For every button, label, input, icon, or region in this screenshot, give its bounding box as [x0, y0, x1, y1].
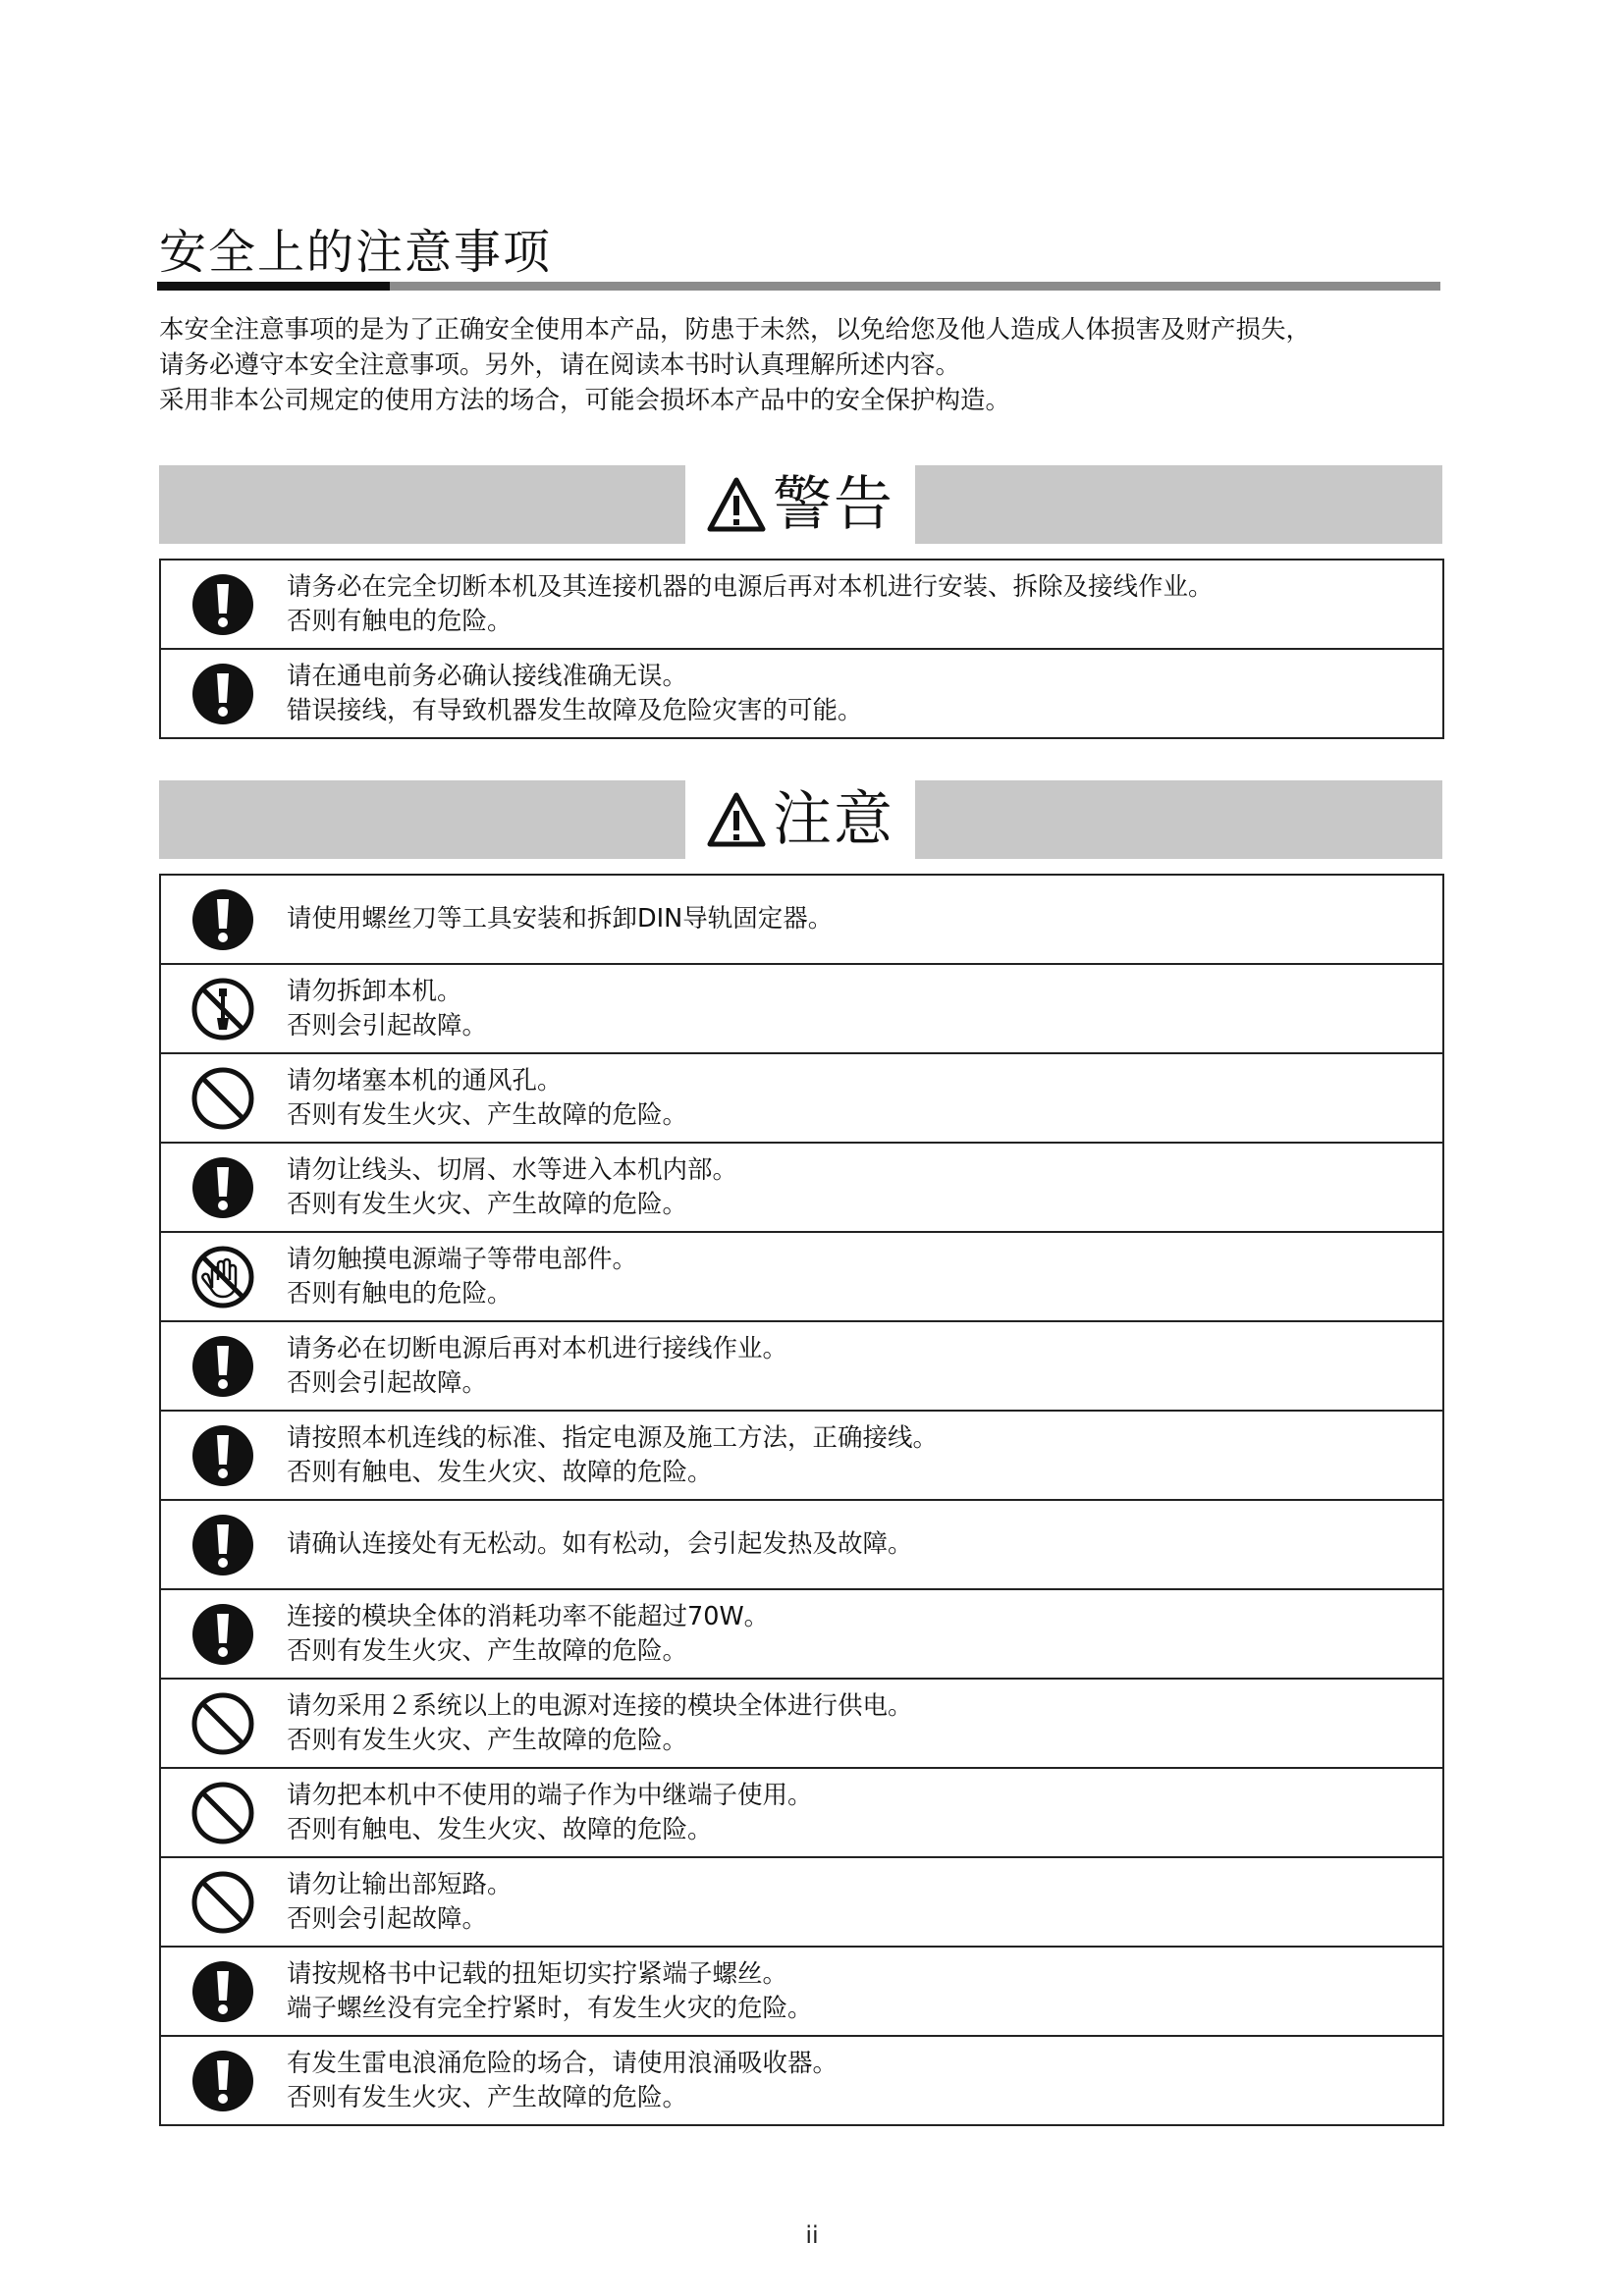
- safety-row: [161, 1410, 1442, 1499]
- safety-text-line: 否则有发生火灾、产生故障的危险。: [287, 1725, 688, 1755]
- safety-text: [287, 650, 1426, 737]
- safety-text: [287, 1144, 1426, 1231]
- safety-row: [161, 1142, 1442, 1231]
- safety-row: [161, 1767, 1442, 1856]
- mandatory-action-icon: [190, 1602, 255, 1667]
- caution-triangle-icon: [706, 791, 767, 848]
- prohibited-icon: [190, 1870, 255, 1935]
- safety-row: [161, 876, 1442, 963]
- mandatory-action-icon: [190, 1959, 255, 2024]
- safety-text-line: 否则有发生火灾、产生故障的危险。: [287, 1189, 688, 1219]
- mandatory-action-icon: [190, 662, 255, 726]
- safety-text-line: 错误接线，有导致机器发生故障及危险灾害的可能。: [287, 695, 863, 725]
- safety-row: [161, 1946, 1442, 2035]
- warning-label: 警告: [773, 470, 894, 539]
- safety-text-line: 请勿拆卸本机。: [287, 976, 462, 1006]
- safety-row: [161, 2035, 1442, 2124]
- warning-table: [159, 559, 1444, 739]
- prohibited-icon: [190, 1066, 255, 1131]
- safety-text-line: 请勿把本机中不使用的端子作为中继端子使用。: [287, 1780, 813, 1810]
- prohibited-icon: [190, 1781, 255, 1845]
- page-number: ii: [805, 2221, 819, 2249]
- title-underline: [157, 282, 1440, 291]
- warning-triangle-icon: [706, 476, 767, 533]
- intro-text: [159, 312, 1435, 418]
- mandatory-action-icon: [190, 1155, 255, 1220]
- safety-text-line: 端子螺丝没有完全拧紧时，有发生火灾的危险。: [287, 1993, 813, 2023]
- safety-text: [287, 1322, 1426, 1410]
- safety-text-line: 请使用螺丝刀等工具安装和拆卸DIN导轨固定器。: [287, 904, 834, 934]
- safety-text: [287, 2037, 1426, 2124]
- intro-line: 采用非本公司规定的使用方法的场合，可能会损坏本产品中的安全保护构造。: [159, 386, 1011, 415]
- mandatory-action-icon: [190, 1423, 255, 1488]
- safety-row: [161, 1231, 1442, 1320]
- safety-text-line: 请在通电前务必确认接线准确无误。: [287, 661, 688, 691]
- safety-text: [287, 876, 1426, 963]
- safety-text-line: 否则有触电、发生火灾、故障的危险。: [287, 1814, 713, 1844]
- intro-line: 本安全注意事项的是为了正确安全使用本产品，防患于未然，以免给您及他人造成人体损害及财产损失，: [159, 315, 1312, 345]
- safety-text-line: 请务必在切断电源后再对本机进行接线作业。: [287, 1333, 788, 1363]
- safety-text-line: 连接的模块全体的消耗功率不能超过70W。: [287, 1601, 770, 1631]
- caution-table: [159, 874, 1444, 2126]
- safety-text-line: 请按照本机连线的标准、指定电源及施工方法，正确接线。: [287, 1422, 939, 1453]
- mandatory-action-icon: [190, 1334, 255, 1399]
- safety-text: [287, 561, 1426, 648]
- safety-row: [161, 648, 1442, 737]
- safety-text-line: 请勿让线头、切屑、水等进入本机内部。: [287, 1154, 738, 1185]
- safety-text: [287, 1858, 1426, 1946]
- safety-text: [287, 965, 1426, 1052]
- mandatory-action-icon: [190, 1513, 255, 1577]
- no-disassembly-icon: [190, 977, 255, 1041]
- safety-text-line: 否则会引起故障。: [287, 1903, 488, 1934]
- safety-text-line: 请勿采用２系统以上的电源对连接的模块全体进行供电。: [287, 1690, 913, 1721]
- safety-text-line: 否则有发生火灾、产生故障的危险。: [287, 1635, 688, 1666]
- prohibited-icon: [190, 1691, 255, 1756]
- safety-text-line: 请确认连接处有无松动。如有松动，会引起发热及故障。: [287, 1529, 913, 1559]
- safety-text-line: 请勿堵塞本机的通风孔。: [287, 1065, 563, 1095]
- safety-text-line: 否则有触电的危险。: [287, 1278, 513, 1308]
- safety-row: [161, 561, 1442, 648]
- caution-label: 注意: [773, 785, 894, 854]
- safety-row: [161, 1588, 1442, 1678]
- safety-text-line: 请务必在完全切断本机及其连接机器的电源后再对本机进行安装、拆除及接线作业。: [287, 571, 1214, 602]
- safety-text-line: 否则会引起故障。: [287, 1367, 488, 1398]
- no-touch-icon: [190, 1245, 255, 1309]
- safety-text: [287, 1054, 1426, 1142]
- safety-text: [287, 1590, 1426, 1678]
- safety-row: [161, 1678, 1442, 1767]
- safety-text-line: 有发生雷电浪涌危险的场合，请使用浪涌吸收器。: [287, 2048, 839, 2078]
- safety-text-line: 请勿让输出部短路。: [287, 1869, 513, 1899]
- mandatory-action-icon: [190, 887, 255, 952]
- safety-text-line: 否则有触电的危险。: [287, 606, 513, 636]
- safety-text-line: 否则有发生火灾、产生故障的危险。: [287, 1099, 688, 1130]
- mandatory-action-icon: [190, 572, 255, 637]
- safety-text-line: 否则会引起故障。: [287, 1010, 488, 1041]
- safety-text-line: 否则有发生火灾、产生故障的危险。: [287, 2082, 688, 2112]
- safety-row: [161, 1856, 1442, 1946]
- intro-line: 请务必遵守本安全注意事项。另外，请在阅读本书时认真理解所述内容。: [159, 350, 961, 380]
- caution-banner: [159, 780, 1442, 859]
- safety-text: [287, 1948, 1426, 2035]
- safety-text: [287, 1769, 1426, 1856]
- safety-text: [287, 1501, 1426, 1588]
- mandatory-action-icon: [190, 2049, 255, 2113]
- safety-text: [287, 1233, 1426, 1320]
- safety-row: [161, 1052, 1442, 1142]
- page-title: 安全上的注意事项: [159, 225, 553, 280]
- warning-banner: [159, 465, 1442, 544]
- safety-row: [161, 1499, 1442, 1588]
- safety-row: [161, 963, 1442, 1052]
- safety-text-line: 请按规格书中记载的扭矩切实拧紧端子螺丝。: [287, 1958, 788, 1989]
- safety-text: [287, 1412, 1426, 1499]
- safety-text-line: 请勿触摸电源端子等带电部件。: [287, 1244, 638, 1274]
- safety-row: [161, 1320, 1442, 1410]
- safety-text-line: 否则有触电、发生火灾、故障的危险。: [287, 1457, 713, 1487]
- safety-text: [287, 1680, 1426, 1767]
